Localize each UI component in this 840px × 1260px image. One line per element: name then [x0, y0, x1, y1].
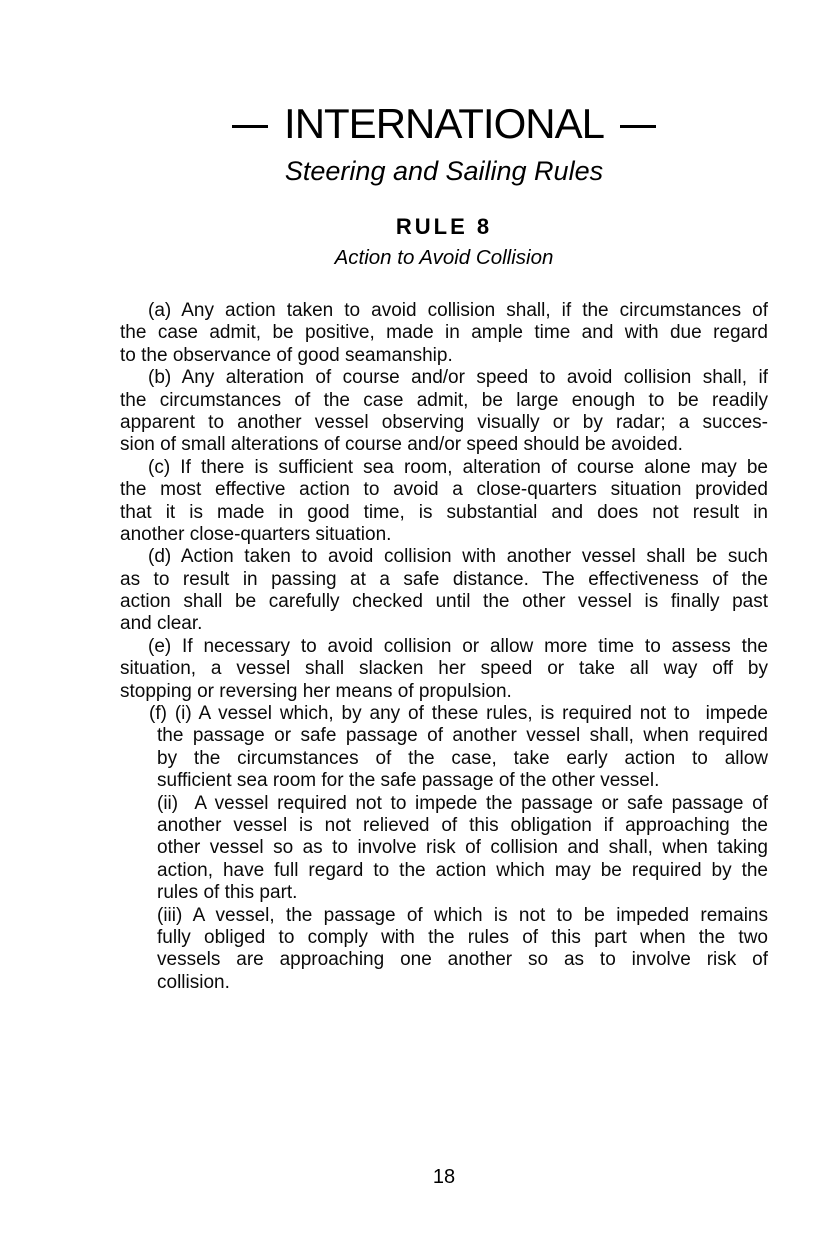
text-line: that it is made in good time, is substantial and does not result in [120, 501, 768, 523]
rule-number: RULE 8 [395, 214, 493, 239]
text-line: by the circumstances of the case, take early action to allow [157, 747, 768, 769]
text-line: the most effective action to avoid a close-quarters situation provided [120, 479, 768, 501]
text-line: the passage or safe passage of another vessel shall, when required [157, 725, 768, 747]
title-flourish-left-icon [232, 125, 268, 128]
text-line: to the observance of good seamanship. [120, 344, 453, 366]
text-line: collision. [157, 971, 230, 993]
text-line: sufficient sea room for the safe passage of the other vessel. [157, 770, 660, 792]
page-number: 18 [432, 1166, 456, 1188]
text-line: other vessel so as to involve risk of collision and shall, when taking [157, 837, 768, 859]
text-line: (iii) A vessel, the passage of which is not to be impeded remains [157, 904, 768, 926]
text-line: action shall be carefully checked until the other vessel is finally past [120, 591, 768, 613]
masthead [120, 100, 768, 186]
paragraph-d [120, 546, 768, 636]
title-row [120, 100, 768, 147]
text-line: situation, a vessel shall slacken her speed or take all way off by [120, 658, 768, 680]
paragraph-e [120, 636, 768, 703]
text-line: the circumstances of the case admit, be large enough to be readily [120, 389, 768, 411]
text-line: another vessel is not relieved of this obligation if approaching the [157, 814, 768, 836]
paragraph-b [120, 367, 768, 457]
text-line: (c) If there is sufficient sea room, alteration of course alone may be [148, 456, 768, 478]
text-line: vessels are approaching one another so as to involve risk of [157, 949, 768, 971]
text-line: (f) (i) A vessel which, by any of these rules, is required not to impede [149, 703, 768, 725]
text-line: the case admit, be positive, made in ample time and with due regard [120, 322, 768, 344]
paragraph-f-i [120, 703, 768, 793]
rule-title: Action to Avoid Collision [334, 246, 554, 269]
page-title: INTERNATIONAL [284, 100, 604, 147]
rule-heading [120, 216, 768, 268]
title-flourish-right-icon [620, 125, 656, 128]
text-line: rules of this part. [157, 882, 298, 904]
text-line: stopping or reversing her means of propulsion. [120, 680, 512, 702]
text-line: (d) Action taken to avoid collision with another vessel shall be such [148, 546, 768, 568]
text-line: as to result in passing at a safe distance. The effectiveness of the [120, 568, 768, 590]
text-line: (ii) A vessel required not to impede the passage or safe passage of [157, 792, 768, 814]
text-line: action, have full regard to the action which may be required by the [157, 859, 768, 881]
paragraph-a [120, 300, 768, 367]
paragraph-f-iii [120, 905, 768, 995]
text-line: fully obliged to comply with the rules of this part when the two [157, 926, 768, 948]
text-line: (a) Any action taken to avoid collision shall, if the circumstances of [148, 300, 768, 321]
text-line: (e) If necessary to avoid collision or allow more time to assess the [148, 635, 768, 657]
text-line: and clear. [120, 613, 203, 635]
text-line: sion of small alterations of course and/or speed should be avoided. [120, 434, 683, 456]
rule-body [120, 300, 768, 994]
paragraph-c [120, 457, 768, 547]
paragraph-f-ii [120, 793, 768, 905]
text-line: apparent to another vessel observing visually or by radar; a succes- [120, 411, 768, 433]
text-line: another close-quarters situation. [120, 523, 392, 545]
text-line: (b) Any alteration of course and/or speed to avoid collision shall, if [148, 367, 768, 389]
page-subtitle: Steering and Sailing Rules [284, 156, 604, 186]
